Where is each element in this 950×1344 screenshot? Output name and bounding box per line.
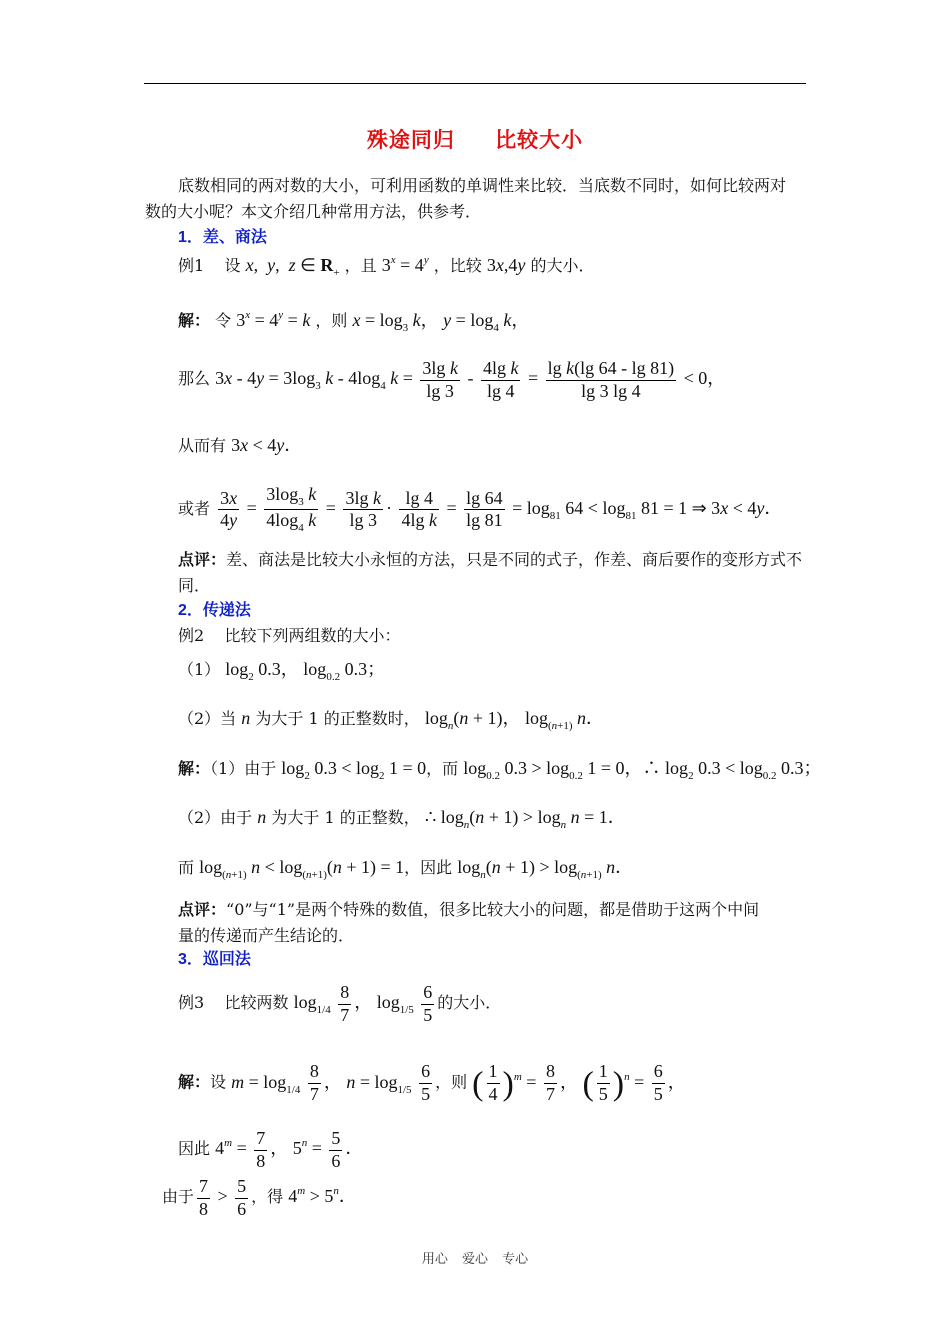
math: $m = \log_{1/4}$ $\frac{8}{7}$ ， $n = \log_{1/5}$ $\frac{6}{5}$ [231, 1061, 431, 1104]
text: ，则 [435, 1072, 468, 1092]
example-label: 例1 [178, 256, 205, 275]
solution-1-line-2 [178, 358, 725, 402]
page-title [0, 124, 950, 154]
math: ∴ $\log_n(n + 1) > \log_n n = 1$． [424, 807, 626, 831]
text: “0”与“1”是两个特殊的数值，很多比较大小的问题，都是借助于这两个中间 [226, 900, 760, 919]
example-2-item-1 [178, 656, 385, 686]
section-heading-1: 1．差、商法 [178, 229, 267, 246]
solution-label: 解： [178, 1072, 211, 1092]
math: $\log_n(n + 1) > \log_{(n+1)} n$． [457, 857, 634, 881]
text: 或者 [178, 498, 211, 518]
comment-2-line-1 [178, 898, 759, 922]
comment-label: 点评： [178, 900, 227, 919]
example-1 [178, 252, 595, 282]
math: $\log_2 0.3$， $\log_{0.2} 0.3$； [225, 659, 386, 683]
comment-2-line-2: 量的传递而产生结论的． [178, 926, 355, 945]
text: ，则 [315, 311, 348, 330]
footer-text: 专心 [502, 1252, 529, 1267]
footer-text: 爱心 [461, 1252, 488, 1267]
math: 3x,4y [486, 255, 526, 275]
example-2 [178, 624, 401, 648]
text: 设 [224, 256, 241, 275]
solution-3-line-3 [162, 1176, 357, 1220]
text: 比较两数 [224, 993, 289, 1013]
solution-1-line-3 [178, 432, 302, 459]
text: ，而 [426, 759, 459, 778]
math: 3x < 4y． [231, 435, 303, 455]
math: $\log_n(n + 1)$， $\log_{(n+1)} n$． [424, 708, 605, 732]
solution-label: 解： [178, 311, 211, 330]
math: $\log_{(n+1)} n < \log_{(n+1)}(n + 1) = 1$ [199, 857, 405, 881]
math: $4^m > 5^n$． [288, 1185, 357, 1207]
title-part-1: 殊途同归 [366, 127, 455, 152]
solution-2-line-3 [178, 854, 633, 884]
comment-label: 点评： [178, 550, 227, 569]
text: （2）由于 [178, 808, 253, 827]
math: $4^m$ = $\frac{7}{8}$ ， $5^n$ = $\frac{5}{6}$ ． [215, 1128, 364, 1171]
solution-3-line-1 [178, 1058, 686, 1109]
math: n [257, 807, 267, 827]
text: 从而有 [178, 436, 227, 455]
solution-2-line-1 [178, 755, 821, 785]
solution-3-line-2 [178, 1128, 363, 1172]
math: $\frac{3x}{4y}$ = $\frac{3\log_3 k}{4\log_4 k}$ = $\frac{\text{3lg k}}{\lg 3}$ · $\frac{\lg 4}{\text{4lg k}}$ = $\frac{\lg 64}{\lg 81}$ = $\log_{81} 64 < \log_{81} 81 = 1$ ⇒ 3x < 4y． [220, 484, 783, 535]
page-footer [0, 1248, 950, 1267]
text: 而 [178, 858, 195, 877]
text: 设 [210, 1072, 227, 1092]
math: $\log_2 0.3 < \log_2 1 = 0$ [281, 758, 427, 782]
solution-label: 解： [178, 759, 211, 778]
text: 令 [215, 311, 232, 330]
intro-line-1: 底数相同的两对数的大小，可利用函数的单调性来比较．当底数不同时，如何比较两对 [178, 176, 787, 195]
math: n [241, 708, 251, 728]
math: $3x - 4y = 3\log_3$ k - $4\log_4$ k = $\frac{\text{3lg k}}{\lg 3}$ - $\frac{\text{4lg k}}{\lg 4}$ = $\frac{\text{lg k(lg 64 - lg 81)}}{\lg 3 \lg 4}$ < 0， [215, 358, 726, 401]
comment-1-line-2: 同． [178, 576, 211, 595]
section-heading-2: 2．传递法 [178, 602, 251, 619]
math: $x = \log_3 k$， $y = \log_4 k$， [352, 310, 530, 334]
math: $3^x = 4^y = k$ [236, 309, 311, 330]
text: 为大于 1 的正整数， [271, 808, 420, 827]
text: ，因此 [404, 858, 453, 877]
text: 由于 [162, 1187, 195, 1207]
math: $\frac{7}{8}$ > $\frac{5}{6}$ [199, 1176, 247, 1219]
text: 比较下列两组数的大小： [224, 626, 401, 645]
text: ，得 [251, 1187, 284, 1207]
text: 的大小． [530, 256, 595, 275]
text: （2）当 [178, 709, 237, 728]
solution-2-line-2 [178, 804, 626, 834]
text: 那么 [178, 369, 211, 389]
math: $\log_{1/4}$ $\frac{8}{7}$ ， $\log_{1/5}$ $\frac{6}{5}$ [293, 982, 433, 1025]
title-part-2: 比较大小 [495, 127, 584, 152]
text: 差、商法是比较大小永恒的方法，只是不同的式子，作差、商后要作的变形方式不 [226, 550, 803, 569]
example-label: 例3 [178, 993, 205, 1013]
example-2-item-2 [178, 705, 604, 735]
text: 为大于 1 的正整数时， [255, 709, 420, 728]
math: $\log_{0.2} 0.3 > \log_{0.2} 1 = 0$，∴ $\log_2 0.3 < \log_{0.2} 0.3$； [463, 758, 822, 782]
math: ( $\frac{1}{4}$ )$^m$ = $\frac{8}{7}$ ， ( $\frac{1}{5}$ )$^n$ = $\frac{6}{5}$ ， [472, 1061, 686, 1104]
example-3 [178, 982, 501, 1026]
header-rule [144, 83, 806, 84]
text: ，比较 [433, 256, 482, 275]
text: 的大小． [437, 993, 502, 1013]
solution-1-line-4 [178, 484, 782, 535]
math: $3^x = 4^y$ [381, 254, 429, 275]
text: （1）由于 [210, 759, 277, 778]
text: ，且 [344, 256, 377, 275]
math: x, y, z ∈ $R_+$ [245, 255, 340, 279]
text: 因此 [178, 1139, 211, 1159]
intro-line-2: 数的大小呢？本文介绍几种常用方法，供参考． [145, 202, 482, 221]
text: （1） [178, 660, 221, 679]
example-label: 例2 [178, 626, 205, 645]
footer-text: 用心 [421, 1252, 448, 1267]
solution-1-line-1 [178, 307, 529, 337]
section-heading-3: 3．巡回法 [178, 951, 251, 968]
comment-1-line-1 [178, 548, 802, 572]
